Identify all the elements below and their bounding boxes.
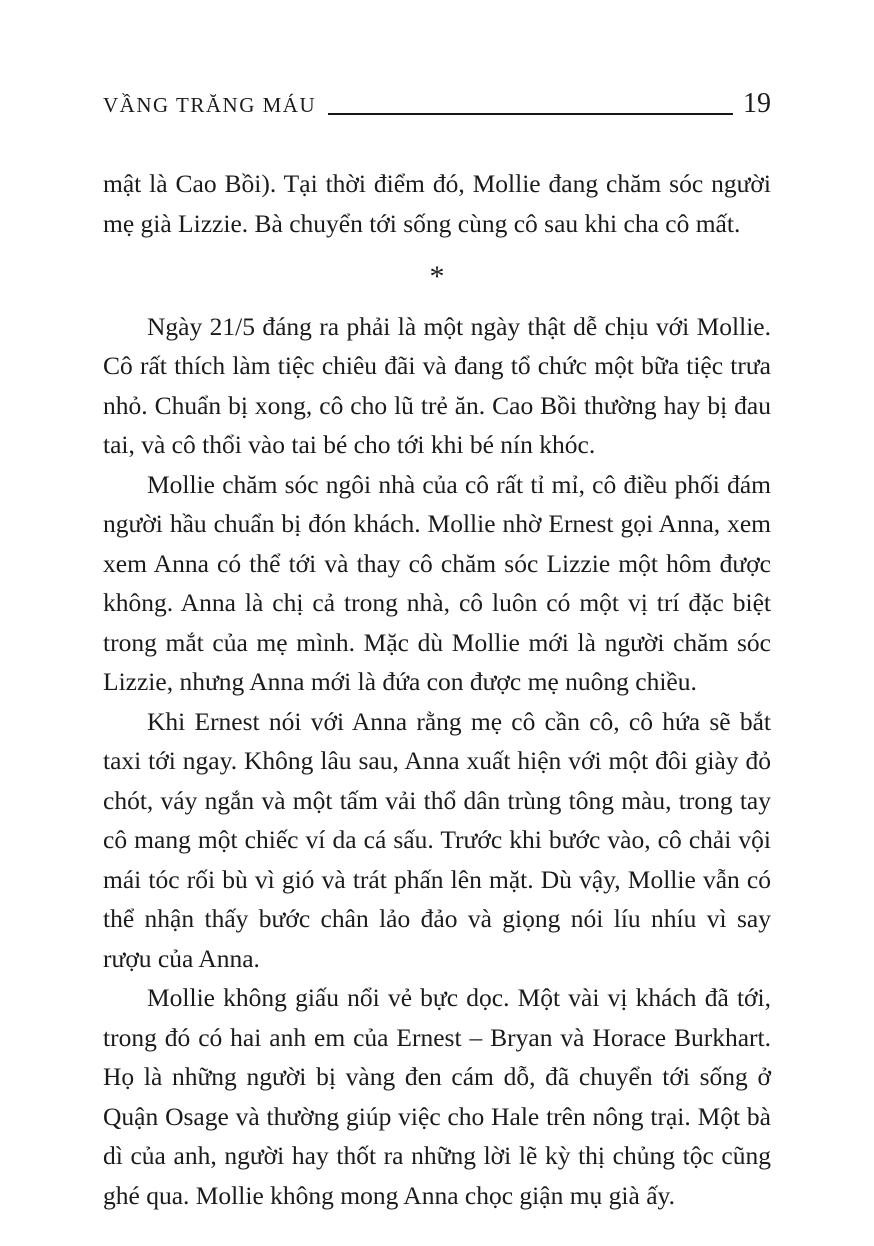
paragraph: Ngày 21/5 đáng ra phải là một ngày thật dễ chịu với Mollie. Cô rất thích làm tiệc chiêu đãi và đang tổ chức một bữa tiệc trưa nhỏ. Chuẩn bị xong, cô cho lũ trẻ ăn. Cao Bồi thường hay bị đau tai, và cô thổi vào tai bé cho tới khi bé nín khóc. [103, 311, 771, 459]
paragraph: mật là Cao Bồi). Tại thời điểm đó, Mollie đang chăm sóc người mẹ già Lizzie. Bà chuyển tới sống cùng cô sau khi cha cô mất. [103, 169, 771, 238]
running-header-title: VẦNG TRĂNG MÁU [103, 93, 317, 117]
section-separator: * [429, 260, 445, 293]
paragraph: Mollie chăm sóc ngôi nhà của cô rất tỉ mỉ, cô điều phối đám người hầu chuẩn bị đón khách. Mollie nhờ Ernest gọi Anna, xem xem Anna có thể tới và thay cô chăm sóc Lizzie một hôm được không. Anna là chị cả trong nhà, cô luôn có một vị trí đặc biệt trong mắt của mẹ mình. Mặc dù Mollie mới là người chăm sóc Lizzie, nhưng Anna mới là đứa con được mẹ nuông chiều. [103, 469, 771, 696]
page-body [103, 164, 771, 1215]
header-rule [328, 113, 733, 115]
running-header [103, 88, 771, 120]
paragraph: Khi Ernest nói với Anna rằng mẹ cô cần cô, cô hứa sẽ bắt taxi tới ngay. Không lâu sau, Anna xuất hiện với một đôi giày đỏ chót, váy ngắn và một tấm vải thổ dân trùng tông màu, trong tay cô mang một chiếc ví da cá sấu. Trước khi bước vào, cô chải vội mái tóc rối bù vì gió và trát phấn lên mặt. Dù vậy, Mollie vẫn có thể nhận thấy bước chân lảo đảo và giọng nói líu nhíu vì say rượu của Anna. [103, 706, 771, 973]
paragraph: Mollie không giấu nổi vẻ bực dọc. Một vài vị khách đã tới, trong đó có hai anh em của Ernest – Bryan và Horace Burkhart. Họ là những người bị vàng đen cám dỗ, đã chuyển tới sống ở Quận Osage và thường giúp việc cho Hale trên nông trại. Một bà dì của anh, người hay thốt ra những lời lẽ kỳ thị chủng tộc cũng ghé qua. Mollie không mong Anna chọc giận mụ già ấy. [103, 983, 771, 1210]
page-number: 19 [743, 88, 771, 119]
